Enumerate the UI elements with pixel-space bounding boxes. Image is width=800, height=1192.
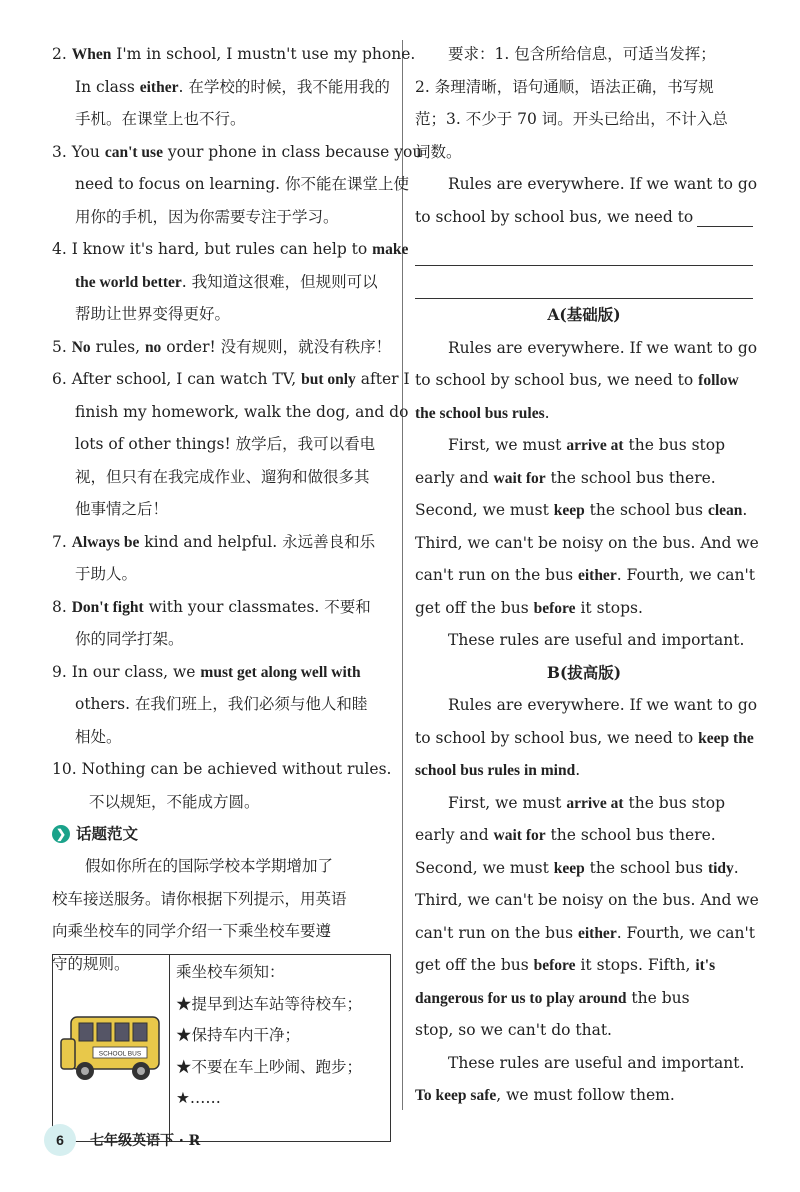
text-line <box>415 689 758 722</box>
text-run: 2. <box>52 45 72 63</box>
text-run: lots of other things! 放学后，我可以看电 <box>75 435 376 453</box>
text-run: First, we must <box>448 436 567 454</box>
bold-phrase: keep the <box>698 729 754 747</box>
text-run: kind and helpful. 永远善良和乐 <box>139 532 376 551</box>
text-run: Rules are everywhere. If we want to go <box>448 338 758 357</box>
bold-phrase: follow <box>698 372 739 389</box>
text-line <box>415 884 759 917</box>
text-run: . Fourth, we can't <box>616 566 756 584</box>
text-line <box>52 396 409 429</box>
text-run: . <box>733 858 739 877</box>
text-run: In class <box>75 77 140 96</box>
text-line <box>52 461 392 494</box>
text-line <box>52 721 392 754</box>
text-line <box>415 819 753 852</box>
text-run: . 在学校的时候，我不能用我的 <box>178 77 390 96</box>
bold-phrase: either <box>577 924 617 942</box>
bold-phrase: Always be <box>71 533 140 551</box>
prompt-line: 校车接送服务。请你根据下列提示，用英语 <box>52 889 347 908</box>
text-run: These rules are useful and important. <box>448 631 745 649</box>
bold-phrase: before <box>533 957 576 974</box>
text-line <box>415 1047 753 1080</box>
text-run: the school bus there. <box>545 826 716 844</box>
prompt-line: 假如你所在的国际学校本学期增加了 <box>85 857 334 875</box>
bold-phrase: When <box>71 46 112 63</box>
text-run: 范；3. 不少于 70 词。开头已给出，不计入总 <box>415 110 728 128</box>
text-line <box>415 787 753 820</box>
text-run: it stops. <box>575 598 643 617</box>
text-run: stop, so we can't do that. <box>415 1021 612 1039</box>
text-run: after I <box>355 370 410 388</box>
text-line <box>52 331 392 364</box>
bold-phrase: before <box>533 599 576 617</box>
text-line <box>52 136 423 169</box>
text-line <box>415 103 753 136</box>
bold-phrase: either <box>139 78 179 96</box>
text-run: the bus stop <box>623 793 726 812</box>
bold-phrase: can't use <box>104 143 163 161</box>
version-a-title: A(基础版) <box>547 305 621 324</box>
bold-phrase: it's <box>695 957 716 974</box>
text-line <box>52 591 392 624</box>
text-line <box>415 429 753 462</box>
text-run: finish my homework, walk the dog, and do <box>75 402 409 421</box>
text-run: . <box>742 501 748 519</box>
text-line <box>415 1079 753 1112</box>
text-run: the school bus there. <box>545 468 716 487</box>
text-line <box>52 363 410 396</box>
text-run: 不以规矩，不能成方圆。 <box>89 792 260 811</box>
text-run: Third, we can't be noisy on the bus. And we <box>415 891 759 909</box>
text-run: the bus stop <box>623 436 726 454</box>
text-run: 5. <box>52 337 72 356</box>
text-run: 10. Nothing can be achieved without rules. <box>52 760 392 778</box>
text-line <box>52 493 392 526</box>
school-bus-icon <box>53 955 169 1141</box>
text-run: Second, we must <box>415 501 554 519</box>
text-line <box>415 559 756 592</box>
section-title: 话题范文 <box>76 824 139 843</box>
prompt-line: 守的规则。 <box>52 954 130 973</box>
notice-item: ★不要在车上吵闹、跑步； <box>176 1057 363 1076</box>
text-run: , we must follow them. <box>496 1086 675 1104</box>
text-line <box>52 266 392 299</box>
text-line <box>52 201 392 234</box>
chevron-right-icon: ❯ <box>52 825 70 843</box>
text-line <box>415 1014 753 1047</box>
text-line <box>415 949 753 982</box>
text-run: can't run on the bus <box>415 923 578 942</box>
bold-phrase: tidy <box>707 859 734 877</box>
bold-phrase: must get along well with <box>200 663 361 681</box>
text-line <box>52 753 392 786</box>
text-line <box>415 624 753 657</box>
text-run: 他事情之后！ <box>75 500 169 518</box>
text-run: These rules are useful and important. <box>448 1053 745 1072</box>
bold-phrase: but only <box>301 371 356 388</box>
text-run: 手机。在课堂上也不行。 <box>75 110 246 128</box>
text-run: 帮助让世界变得更好。 <box>75 305 231 323</box>
version-b-title: B(拔高版) <box>546 662 622 682</box>
column-divider <box>402 40 403 1110</box>
text-line <box>415 494 753 527</box>
text-run: get off the bus <box>415 598 534 617</box>
bus-label: SCHOOL BUS <box>98 1050 142 1058</box>
bold-phrase: keep <box>553 859 585 877</box>
text-run: the school bus <box>584 501 708 519</box>
text-run: 7. <box>52 532 72 551</box>
text-line <box>52 428 392 461</box>
text-line <box>52 786 392 819</box>
text-line <box>415 38 753 71</box>
text-line <box>415 722 753 755</box>
bold-phrase: wait for <box>493 827 546 844</box>
text-run: 9. In our class, we <box>52 662 201 681</box>
text-run: I'm in school, I mustn't use my phone. <box>111 45 416 63</box>
version-a-text <box>415 332 759 657</box>
text-run: the bus <box>626 988 690 1007</box>
bold-phrase: dangerous for us to play around <box>415 989 627 1007</box>
bold-phrase: clean <box>707 502 743 519</box>
bold-phrase: no <box>144 338 162 356</box>
text-run: 要求：1. 包含所给信息，可适当发挥； <box>448 45 716 63</box>
bold-phrase: arrive at <box>566 437 624 454</box>
text-run: to school by school bus, we need to <box>415 371 699 389</box>
text-run: your phone in class because you <box>162 142 423 161</box>
text-run: 用你的手机，因为你需要专注于学习。 <box>75 207 339 226</box>
text-run: First, we must <box>448 793 567 812</box>
section-heading <box>52 818 392 850</box>
text-run: can't run on the bus <box>415 566 578 584</box>
text-line <box>52 38 416 71</box>
text-run: 词数。 <box>415 142 462 161</box>
text-run: Rules are everywhere. If we want to go <box>448 175 758 193</box>
answer-line <box>415 266 753 299</box>
text-line <box>52 526 392 559</box>
bold-phrase: No <box>71 338 91 356</box>
text-line <box>52 298 392 331</box>
text-run: 6. After school, I can watch TV, <box>52 370 302 388</box>
text-run: 2. 条理清晰，语句通顺，语法正确，书写规 <box>415 77 714 96</box>
bold-phrase: make <box>372 241 409 258</box>
text-line <box>415 527 759 560</box>
bold-phrase: either <box>577 567 617 584</box>
version-b-text <box>415 689 759 1112</box>
fill-blank <box>697 208 753 227</box>
text-line <box>415 364 753 397</box>
text-run: . 我知道这很难，但规则可以 <box>181 272 378 291</box>
bold-phrase: Don't fight <box>71 598 144 616</box>
notice-box <box>52 954 391 1142</box>
text-run: others. 在我们班上，我们必须与他人和睦 <box>75 695 368 713</box>
text-run: 你的同学打架。 <box>75 630 184 648</box>
text-run: . Fourth, we can't <box>616 923 756 942</box>
notice-list <box>170 955 390 1141</box>
text-run: rules, <box>90 337 145 356</box>
text-line <box>52 71 392 104</box>
school-bus-illustration <box>53 955 170 1141</box>
answer-line <box>415 233 753 266</box>
text-run: 相处。 <box>75 727 122 746</box>
text-run: get off the bus <box>415 956 534 974</box>
text-run: Rules are everywhere. If we want to go <box>448 696 758 714</box>
text-run: order! 没有规则，就没有秩序！ <box>161 337 392 356</box>
text-run: Third, we can't be noisy on the bus. And we <box>415 533 759 552</box>
text-run: 4. I know it's hard, but rules can help to <box>52 240 373 258</box>
notice-item: ★保持车内干净； <box>176 1026 301 1044</box>
text-line <box>415 332 758 365</box>
bold-phrase: keep <box>553 502 585 519</box>
left-column <box>52 38 423 980</box>
text-line <box>52 688 392 721</box>
book-title: 七年级英语下 · R <box>90 1133 201 1149</box>
opening-line: to school by school bus, we need to <box>415 201 753 234</box>
page-footer <box>44 1122 200 1158</box>
text-run: with your classmates. 不要和 <box>143 597 371 616</box>
prompt-line: 向乘坐校车的同学介绍一下乘坐校车要遵 <box>52 922 332 940</box>
text-run: early and <box>415 468 494 487</box>
text-run: need to focus on learning. 你不能在课堂上使 <box>75 175 409 193</box>
text-line <box>415 136 753 169</box>
text-line <box>415 982 753 1015</box>
text-line <box>415 462 753 495</box>
text-line <box>52 558 392 591</box>
right-column <box>415 38 759 1112</box>
text-line <box>52 168 409 201</box>
text-line <box>415 852 753 885</box>
text-run: early and <box>415 826 494 844</box>
bold-phrase: the world better <box>75 273 182 291</box>
text-line <box>52 103 392 136</box>
text-run: the school bus <box>584 858 708 877</box>
text-line <box>52 233 409 266</box>
text-line <box>415 168 758 201</box>
bold-phrase: the school bus rules <box>415 404 545 422</box>
requirements <box>415 38 758 201</box>
text-run: 视，但只有在我完成作业、遛狗和做很多其 <box>75 467 370 486</box>
bold-phrase: arrive at <box>566 794 624 812</box>
text-run: 8. <box>52 597 72 616</box>
text-line <box>415 397 753 430</box>
notice-item: ★…… <box>176 1089 221 1107</box>
text-line <box>415 917 756 950</box>
notice-item: 乘坐校车须知： <box>176 963 285 981</box>
text-run: . <box>544 403 550 422</box>
bold-phrase: wait for <box>493 469 546 487</box>
text-run: to school by school bus, we need to <box>415 728 699 747</box>
bold-phrase: school bus rules in mind <box>415 762 576 779</box>
text-line <box>415 71 753 104</box>
bold-phrase: To keep safe <box>415 1087 497 1104</box>
text-run: Second, we must <box>415 858 554 877</box>
text-line <box>52 656 392 689</box>
text-run: it stops. Fifth, <box>575 956 696 974</box>
notice-item: ★提早到达车站等待校车； <box>176 994 363 1013</box>
text-run: . <box>575 761 581 779</box>
text-line <box>52 623 392 656</box>
page-number: 6 <box>44 1124 76 1156</box>
text-line <box>415 754 753 787</box>
rules-list <box>52 38 423 818</box>
text-line <box>415 592 753 625</box>
text-run: 于助人。 <box>75 565 138 583</box>
text-run: 3. You <box>52 142 105 161</box>
